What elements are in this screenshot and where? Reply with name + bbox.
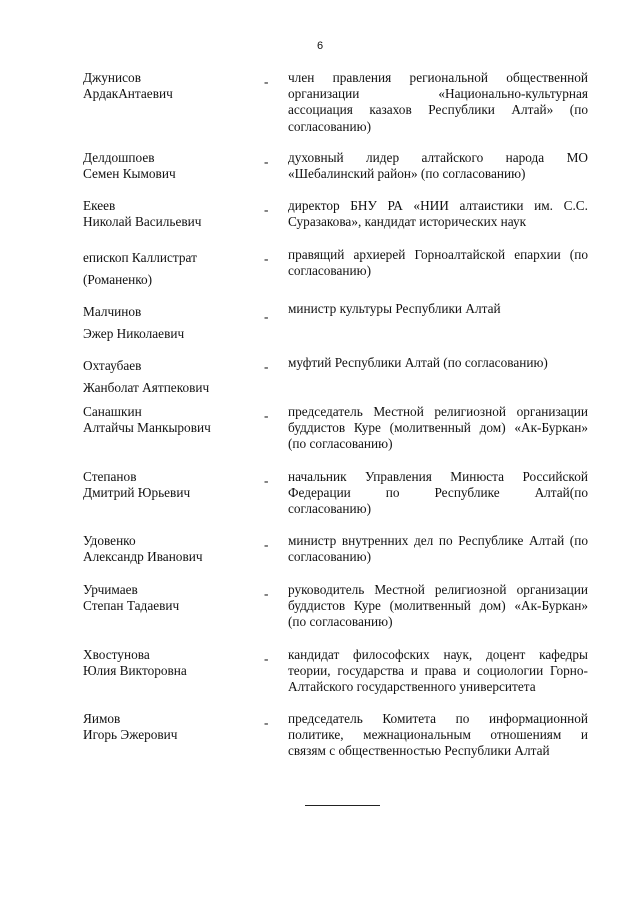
member-role-line: член правления региональной общественной (288, 70, 588, 85)
member-role-line: (по согласованию) (288, 436, 393, 452)
member-role-line: политике, межнациональным отношениям и (288, 727, 588, 743)
member-role (288, 355, 588, 371)
member-name-line: Николай Васильевич (83, 214, 202, 230)
member-name-line: АрдакАнтаевич (83, 86, 173, 102)
member-name-line: Дмитрий Юрьевич (83, 485, 191, 501)
member-role-line: теории, государства и права и социологии Горно- (288, 663, 588, 679)
member-role-line: ассоциация казахов Республики Алтай» (по (288, 102, 588, 118)
member-name-line: Хвостунова (83, 647, 150, 662)
dash-separator: - (264, 715, 269, 730)
member-name-line: Делдошпоев (83, 150, 155, 165)
member-name-line: Степан Тадаевич (83, 598, 180, 614)
member-name-line: Малчинов (83, 304, 142, 319)
member-role-line: согласованию) (288, 549, 372, 565)
member-name (83, 582, 253, 614)
member-role-line: министр культуры Республики Алтай (288, 301, 501, 316)
member-name-line: (Романенко) (83, 272, 153, 287)
member-role (288, 247, 588, 279)
dash-separator: - (264, 251, 269, 266)
member-role-line: связям с общественностью Республики Алтай (288, 743, 550, 759)
member-name-line: Степанов (83, 469, 137, 484)
member-name-line: Екеев (83, 198, 116, 213)
member-name (83, 711, 253, 743)
member-name-line: Игорь Эжерович (83, 727, 178, 743)
member-role-line: правящий архиерей Горноалтайской епархии (по (288, 247, 588, 262)
member-role (288, 582, 588, 631)
dash-separator: - (264, 651, 269, 666)
member-role-line: Федерации по Республике Алтай(по (288, 485, 588, 501)
member-name-line: Яимов (83, 711, 121, 726)
member-role (288, 647, 588, 696)
member-role-line: кандидат философских наук, доцент кафедры (288, 647, 588, 662)
member-role-line: министр внутренних дел по Республике Алтай (по (288, 533, 588, 548)
member-role-line: Суразакова», кандидат исторических наук (288, 214, 527, 230)
dash-separator: - (264, 408, 269, 423)
member-name-line: Юлия Викторовна (83, 663, 187, 679)
member-role-line: организации «Национально-культурная (288, 86, 588, 102)
member-role-line: буддистов Куре (молитвенный дом) «Ак-Буркан» (288, 420, 588, 436)
member-name-line: Охтаубаев (83, 358, 142, 373)
member-name-line: Санашкин (83, 404, 142, 419)
dash-separator: - (264, 537, 269, 552)
member-role-line: духовный лидер алтайского народа МО (288, 150, 588, 165)
member-name (83, 355, 253, 399)
member-role-line: (по согласованию) (288, 614, 393, 630)
page-number: 6 (316, 40, 324, 52)
member-role (288, 711, 588, 760)
member-name (83, 404, 253, 436)
dash-separator: - (264, 473, 269, 488)
member-role-line: согласованию) (288, 263, 372, 279)
member-role (288, 150, 588, 182)
member-role-line: руководитель Местной религиозной организации (288, 582, 588, 597)
member-role-line: председатель Комитета по информационной (288, 711, 588, 726)
member-name-line: Жанболат Аятпекович (83, 380, 210, 395)
member-name (83, 301, 253, 345)
member-role-line: муфтий Республики Алтай (по согласованию) (288, 355, 548, 370)
member-name-line: Семен Кымович (83, 166, 176, 182)
dash-separator: - (264, 74, 269, 89)
member-role-line: председатель Местной религиозной организации (288, 404, 588, 419)
member-name-line: Удовенко (83, 533, 136, 548)
member-name-line: Эжер Николаевич (83, 326, 185, 341)
member-name (83, 247, 253, 291)
member-role-line: «Шебалинский район» (по согласованию) (288, 166, 526, 182)
dash-separator: - (264, 359, 269, 374)
member-role (288, 469, 588, 518)
member-name (83, 469, 253, 501)
member-name-line: Алтайчы Манкырович (83, 420, 211, 436)
member-role (288, 70, 588, 135)
member-role (288, 404, 588, 453)
member-role-line: согласованию) (288, 501, 372, 517)
member-name-line: Джунисов (83, 70, 141, 85)
member-role (288, 198, 588, 230)
member-role-line: согласованию) (288, 118, 372, 134)
member-role (288, 301, 588, 317)
member-name (83, 647, 253, 679)
member-name-line: Александр Иванович (83, 549, 203, 565)
dash-separator: - (264, 586, 269, 601)
member-role-line: начальник Управления Минюста Российской (288, 469, 588, 484)
dash-separator: - (264, 154, 269, 169)
member-name-line: Урчимаев (83, 582, 138, 597)
member-name (83, 533, 253, 565)
dash-separator: - (264, 309, 269, 324)
member-role-line: Алтайского государственного университета (288, 679, 536, 695)
member-role-line: буддистов Куре (молитвенный дом) «Ак-Буркан» (288, 598, 588, 614)
member-name (83, 198, 253, 230)
member-name (83, 70, 253, 102)
dash-separator: - (264, 202, 269, 217)
member-name-line: епископ Каллистрат (83, 250, 197, 265)
member-role (288, 533, 588, 565)
member-role-line: директор БНУ РА «НИИ алтаистики им. С.С. (288, 198, 588, 213)
closing-rule (305, 805, 380, 806)
member-name (83, 150, 253, 182)
